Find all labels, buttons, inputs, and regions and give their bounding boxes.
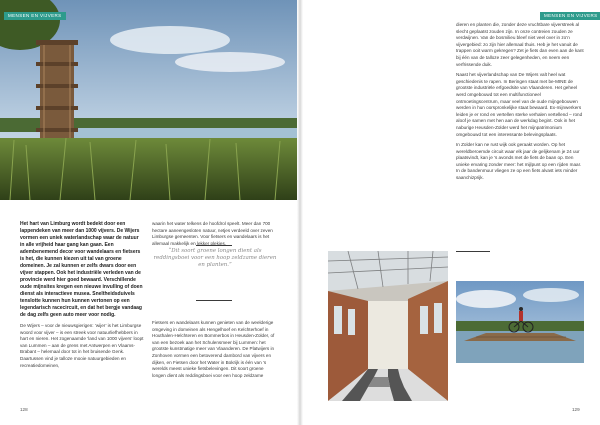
spine-gutter: [297, 0, 303, 425]
left-column-1: [20, 221, 144, 373]
body-paragraph: De Wijers – voor de nieuwsgierigen: ‘wijer’ is het Limburgse woord voor vijver – is een streek voor natuurliefhebbers in hart en nieren. Het zogenaamde ‘land van 1000 vijvers’ loopt van Lummen – aan de grens met Antwerpen en Vlaams-Brabant – helemaal door tot in het bruisende Genk. Daartussen vind je talloze mooie natuurgebieden en recreatiedomeinen,: [20, 323, 144, 368]
pull-quote-rule-top: [196, 245, 232, 246]
section-tag-right: MENSEN EN VIJVERS: [540, 12, 600, 20]
body-paragraph: waarin het water telkens de hoofdrol speelt. Meer dan 700 hectare aaneengesloten natuur, netjes verdeeld over zeven Limburgse gemeenten. Voor fietsers en wandelaars is het allemaal makkelijk en lekker plekjes.: [152, 221, 273, 246]
cycling-water-photo: [456, 281, 584, 363]
pull-quote-rule-bottom: [196, 300, 232, 301]
body-paragraph: Naast het vijverlandschap van De Wijers valt heel wat geschiedenis te rapen. In Beringen staat met be-MINE de grootste industriële erfgoedsite van Vlaanderen. Het geheel werd omgebouwd tot een multifunctioneel ontmoetingscentrum, maar veel van de oude mijngebouwen werden in hun oorspronkelijke staat bewaard. Ex-mijnwerkers leiden je er rond en vertellen sterke verhalen vertellend – rond aloof je samen met hen aan de werkdag begint. Ook in het naburige Heusden-Zolder werd het mijnpatrimonium omgebouwd tot een interessante belevingsplaats.: [456, 72, 583, 137]
body-paragraph: dieren en planten die, zonder deze vruchtbare vijverstreek al slecht geplaatst zouden zijn. In onze contreien zouden ze verdwijnen. Van de bosmilieu bleef niet veel over in zo’n vijvergebied: zo zijn hier allemaal thuis. Heb je het vanuit de trappen ooit warm gekregen? Zet je fiets dan even aan de kant bij één van de talloze zeer gelegenheden, en neem een verfrissende duik.: [456, 22, 584, 67]
lookout-tower-photo: [0, 0, 297, 200]
left-column-2b: [152, 320, 278, 383]
left-column-2: [152, 221, 278, 251]
right-column: [456, 22, 584, 186]
pull-quote: “Dit soort groene longen dient als reddingsboei voor een hoop zeldzame dieren en planten.”: [153, 248, 277, 269]
page-number-right: 129: [572, 407, 580, 412]
section-tag-left: MENSEN EN VIJVERS: [4, 12, 66, 20]
lead-paragraph: Het hart van Limburg wordt bedekt door een lappendeken van meer dan 1000 vijvers. De Wijers vormen een uniek waterlandschap waar de natuur in alle vrijheid haar gang kan gaan. Een adembenemend decor voor wandelaars en fietsers is het, die kunnen kiezen uit tal van groene domeinen. Je zal kunnen er zelfs dwars door een vijver stappen. Ook het industriële verleden van de provincie werd hier goed bewaard. Verschillende oude mijnsites kregen een nieuwe invulling of doen dienst als interactieve musea. Sneltheidsduivels tenslotte kunnen hun kunnen vertonen op een legendarisch racecircuit, en dat het bergje vandaag de dag zelfs geen auto meer voor nodig.: [20, 221, 143, 318]
page-number-left: 128: [20, 407, 28, 412]
column-end-rule: [456, 251, 490, 252]
body-paragraph: Fietsers en wandelaars kunnen genieten van de weelderige omgeving in domeinen als Hengelhoef en Kelchterhoef in Houthalen-Helchteren en Bommerbos in Heusden-Zolder, of van een bezoek aan het Schulensmeer bij Lummen: het grootste kunstmatige meer van Vlaanderen. De Platwijers in Zonhoven vormen een betoverend dambord van vijvers en dijken, en Fietsen door het Water in Bokrijk is één van ’s werelds meest unieke fietsbelevingen. Dit soort groene longen dient als reddingsboei voor een hoop zeldzame: [152, 320, 275, 378]
mine-building-photo: [328, 251, 448, 401]
body-paragraph: In Zolder kan ne rust wijk ook geraakt worden. Op het wereldberoemde circuit waar elk jaar de gelijkenam je 24 uur plaatsvindt, kan je ’s avonds met de fiets de baan op. Een unieke ervaring zonder meer: het mijlpunt op een rijden maar. In de bandenmuur vliegen ze op een fiets alvast iets minder saanchizprijk.: [456, 142, 582, 181]
